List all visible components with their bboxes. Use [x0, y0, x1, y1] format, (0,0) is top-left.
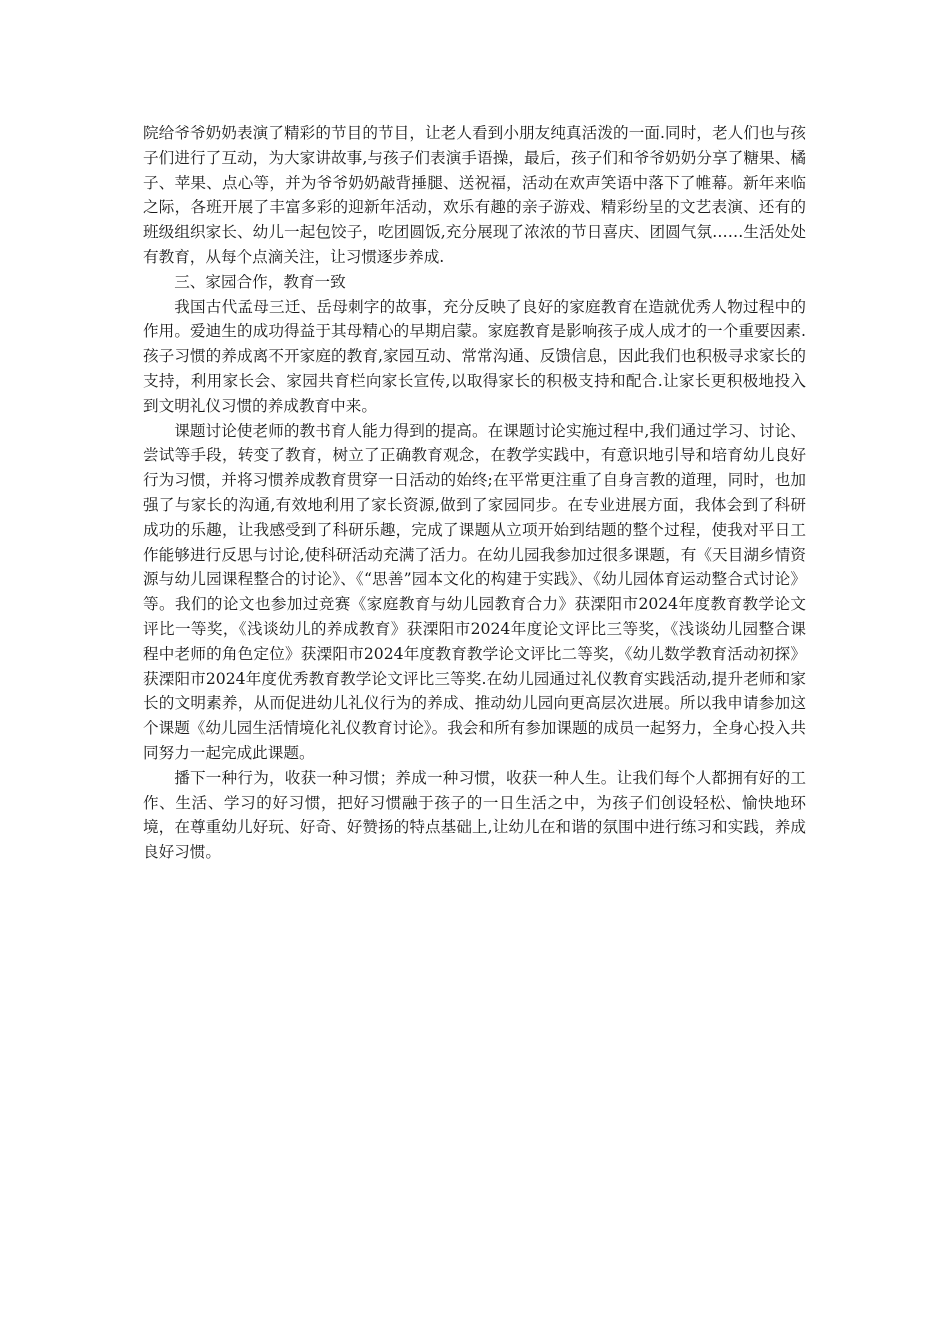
- paragraph-continuation: 院给爷爷奶奶表演了精彩的节目的节目，让老人看到小朋友纯真活泼的一面.同时，老人们也与孩子们进行了互动，为大家讲故事,与孩子们表演手语操，最后，孩子们和爷爷奶奶分享了糖果、橘子、苹果、点心等，并为爷爷奶奶敲背捶腿、送祝福，活动在欢声笑语中落下了帷幕。新年来临之际，各班开展了丰富多彩的迎新年活动，欢乐有趣的亲子游戏、精彩纷呈的文艺表演、还有的班级组织家长、幼儿一起包饺子，吃团圆饭,充分展现了浓浓的节日喜庆、团圆气氛……生活处处有教育，从每个点滴关注，让习惯逐步养成.: [143, 124, 806, 266]
- section-heading: 三、家园合作，教育一致: [174, 272, 346, 291]
- paragraph-family-education: 我国古代孟母三迁、岳母刺字的故事，充分反映了良好的家庭教育在造就优秀人物过程中的作用。爱迪生的成功得益于其母精心的早期启蒙。家庭教育是影响孩子成人成才的一个重要因素.孩子习惯的养成离不开家庭的教育,家园互动、常常沟通、反馈信息，因此我们也积极寻求家长的支持，利用家长会、家园共育栏向家长宣传,以取得家长的积极支持和配合.让家长更积极地投入到文明礼仪习惯的养成教育中来。: [143, 297, 806, 415]
- document-body: [143, 121, 806, 865]
- paragraph-conclusion: 播下一种行为，收获一种习惯；养成一种习惯，收获一种人生。让我们每个人都拥有好的工作、生活、学习的好习惯，把好习惯融于孩子的一日生活之中，为孩子们创设轻松、愉快地环境，在尊重幼儿好玩、好奇、好赞扬的特点基础上,让幼儿在和谐的氛围中进行练习和实践，养成良好习惯。: [143, 768, 806, 862]
- paragraph-research-growth: 课题讨论使老师的教书育人能力得到的提高。在课题讨论实施过程中,我们通过学习、讨论、尝试等手段，转变了教育，树立了正确教育观念，在教学实践中，有意识地引导和培育幼儿良好行为习惯，并将习惯养成教育贯穿一日活动的始终;在平常更注重了自身言教的道理，同时，也加强了与家长的沟通,有效地利用了家长资源,做到了家园同步。在专业进展方面，我体会到了科研成功的乐趣，让我感受到了科研乐趣，完成了课题从立项开始到结题的整个过程，使我对平日工作能够进行反思与讨论,使科研活动充满了活力。在幼儿园我参加过很多课题，有《天目湖乡情资源与幼儿园课程整合的讨论》、《“思善”园本文化的构建于实践》、《幼儿园体育运动整合式讨论》等。我们的论文也参加过竞赛《家庭教育与幼儿园教育合力》获溧阳市2024年度教育教学论文评比一等奖，《浅谈幼儿的养成教育》获溧阳市2024年度论文评比三等奖，《浅谈幼儿园整合课程中老师的角色定位》获溧阳市2024年度教育教学论文评比二等奖，《幼儿数学教育活动初探》获溧阳市2024年度优秀教育教学论文评比三等奖.在幼儿园通过礼仪教育实践活动,提升老师和家长的文明素养，从而促进幼儿礼仪行为的养成、推动幼儿园向更高层次进展。所以我申请参加这个课题《幼儿园生活情境化礼仪教育讨论》。我会和所有参加课题的成员一起努力，全身心投入共同努力一起完成此课题。: [143, 421, 806, 762]
